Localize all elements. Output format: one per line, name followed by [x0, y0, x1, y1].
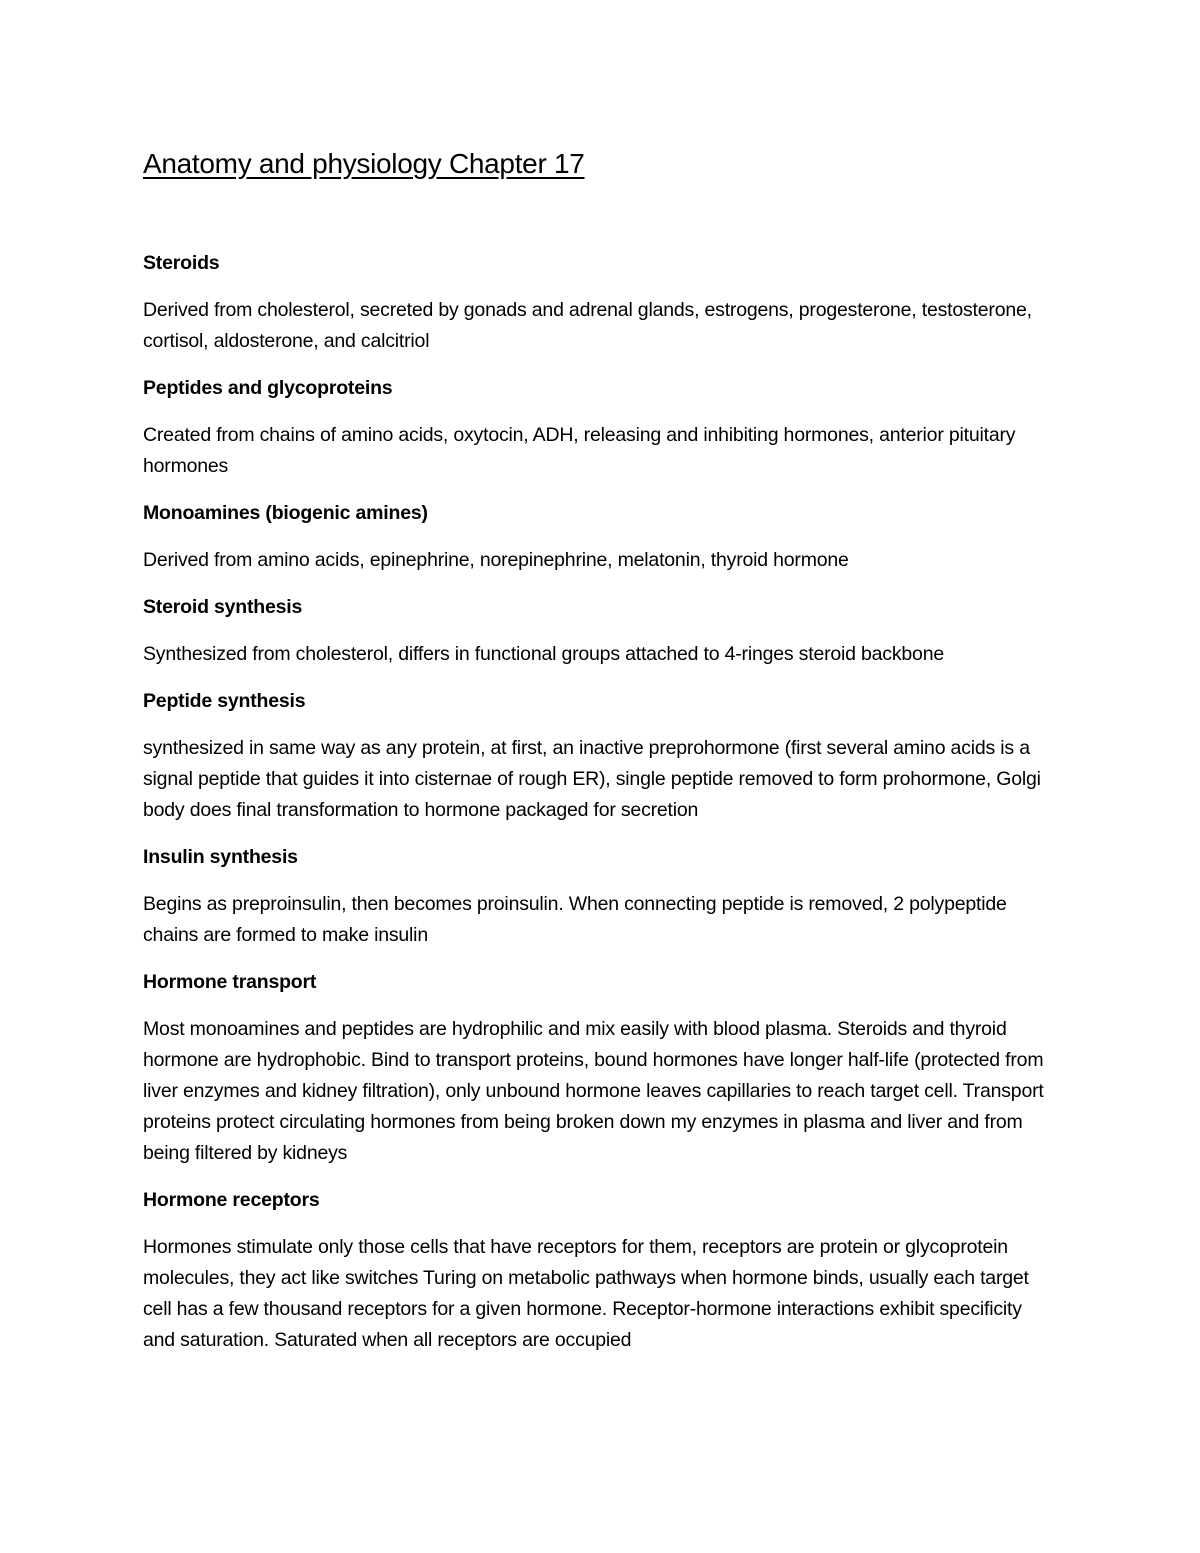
section-hormone-transport	[143, 967, 1058, 1169]
section-heading: Monoamines (biogenic amines)	[143, 502, 428, 524]
section-body: Derived from amino acids, epinephrine, norepinephrine, melatonin, thyroid hormone	[143, 549, 849, 571]
section-body: Most monoamines and peptides are hydrophilic and mix easily with blood plasma. Steroids and thyroid hormone are hydrophobic. Bind to transport proteins, bound hormones have longer half-life (protected from liver enzymes and kidney filtration), only unbound hormone leaves capillaries to reach target cell. Transport proteins protect circulating hormones from being broken down my enzymes in plasma and liver and from being filtered by kidneys	[143, 1018, 1044, 1164]
section-heading: Hormone transport	[143, 971, 317, 993]
section-heading: Steroids	[143, 252, 220, 274]
section-heading: Peptides and glycoproteins	[143, 377, 393, 399]
section-heading: Insulin synthesis	[143, 846, 298, 868]
section-peptides-glycoproteins	[143, 373, 1058, 482]
section-steroids	[143, 248, 1058, 357]
section-insulin-synthesis	[143, 842, 1058, 951]
section-body: Derived from cholesterol, secreted by gonads and adrenal glands, estrogens, progesterone, testosterone, cortisol, aldosterone, and calcitriol	[143, 299, 1032, 352]
section-body: Begins as preproinsulin, then becomes proinsulin. When connecting peptide is removed, 2 polypeptide chains are formed to make insulin	[143, 893, 1007, 946]
section-peptide-synthesis	[143, 686, 1058, 826]
section-monoamines	[143, 498, 1058, 576]
document-page	[143, 142, 1058, 1372]
section-hormone-receptors	[143, 1185, 1058, 1356]
section-heading: Peptide synthesis	[143, 690, 306, 712]
section-body: synthesized in same way as any protein, at first, an inactive preprohormone (first several amino acids is a signal peptide that guides it into cisternae of rough ER), single peptide removed to form prohormone, Golgi body does final transformation to hormone packaged for secretion	[143, 737, 1041, 821]
section-heading: Hormone receptors	[143, 1189, 320, 1211]
document-title: Anatomy and physiology Chapter 17	[143, 148, 585, 179]
section-steroid-synthesis	[143, 592, 1058, 670]
section-body: Created from chains of amino acids, oxytocin, ADH, releasing and inhibiting hormones, anterior pituitary hormones	[143, 424, 1016, 477]
section-body: Hormones stimulate only those cells that have receptors for them, receptors are protein or glycoprotein molecules, they act like switches Turing on metabolic pathways when hormone binds, usually each target cell has a few thousand receptors for a given hormone. Receptor-hormone interactions exhibit specificity and saturation. Saturated when all receptors are occupied	[143, 1236, 1029, 1351]
section-heading: Steroid synthesis	[143, 596, 303, 618]
section-body: Synthesized from cholesterol, differs in functional groups attached to 4-ringes steroid backbone	[143, 643, 944, 665]
